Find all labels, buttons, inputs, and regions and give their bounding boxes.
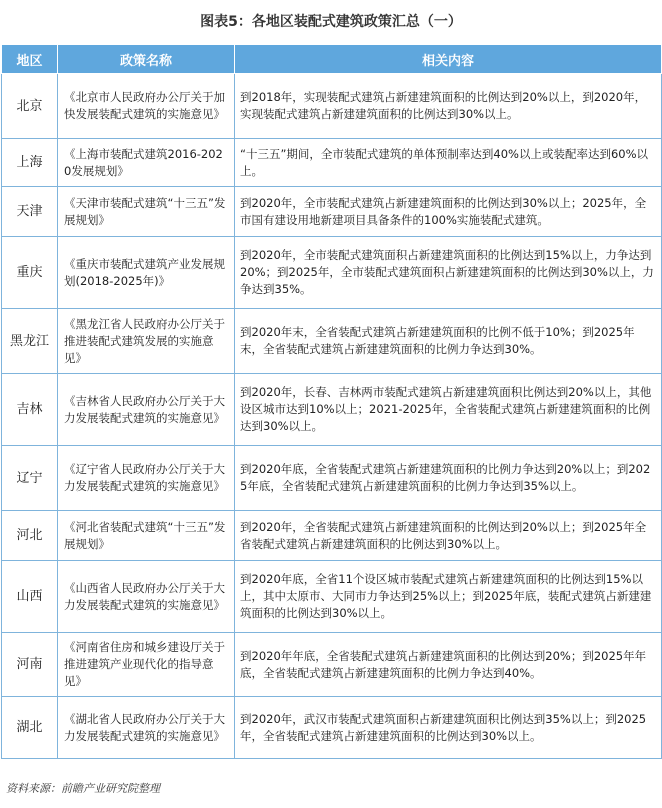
table-row bbox=[2, 309, 662, 374]
policy-name-cell: 《河北省装配式建筑“十三五”发展规划》 bbox=[58, 511, 235, 561]
content-cell: “十三五”期间，全市装配式建筑的单体预制率达到40%以上或装配率达到60%以上。 bbox=[235, 139, 662, 187]
content-cell: 到2020年末，全省装配式建筑占新建建筑面积的比例不低于10%；到2025年末，全省装配式建筑占新建建筑面积的比例力争达到30%。 bbox=[235, 309, 662, 374]
region-cell: 湖北 bbox=[2, 697, 58, 759]
table-header-row bbox=[2, 45, 662, 74]
content-cell: 到2020年，全省装配式建筑占新建建筑面积的比例达到20%以上；到2025年全省装配式建筑占新建建筑面积的比例达到30%以上。 bbox=[235, 511, 662, 561]
table-row bbox=[2, 187, 662, 237]
content-cell: 到2020年，全市装配式建筑面积占新建建筑面积的比例达到15%以上，力争达到20%；到2025年，全市装配式建筑面积占新建建筑面积的比例达到30%以上，力争达到35%。 bbox=[235, 237, 662, 309]
table-row bbox=[2, 633, 662, 697]
source-note: 资料来源：前瞻产业研究院整理 bbox=[6, 782, 160, 795]
policy-name-cell: 《湖北省人民政府办公厅关于大力发展装配式建筑的实施意见》 bbox=[58, 697, 235, 759]
region-cell: 河南 bbox=[2, 633, 58, 697]
region-cell: 黑龙江 bbox=[2, 309, 58, 374]
region-cell: 辽宁 bbox=[2, 446, 58, 511]
policy-name-cell: 《北京市人民政府办公厅关于加快发展装配式建筑的实施意见》 bbox=[58, 74, 235, 139]
header-region: 地区 bbox=[2, 45, 58, 74]
content-cell: 到2020年年底，全省装配式建筑占新建建筑面积的比例达到20%；到2025年年底，全省装配式建筑占新建建筑面积的比例力争达到40%。 bbox=[235, 633, 662, 697]
policy-table bbox=[1, 44, 662, 759]
header-policy-name: 政策名称 bbox=[58, 45, 235, 74]
table-row bbox=[2, 139, 662, 187]
region-cell: 天津 bbox=[2, 187, 58, 237]
policy-name-cell: 《山西省人民政府办公厅关于大力发展装配式建筑的实施意见》 bbox=[58, 561, 235, 633]
table-row bbox=[2, 446, 662, 511]
policy-name-cell: 《吉林省人民政府办公厅关于大力发展装配式建筑的实施意见》 bbox=[58, 374, 235, 446]
header-content: 相关内容 bbox=[235, 45, 662, 74]
table-row bbox=[2, 697, 662, 759]
table-row bbox=[2, 74, 662, 139]
policy-name-cell: 《重庆市装配式建筑产业发展规划(2018-2025年)》 bbox=[58, 237, 235, 309]
figure-title: 图表5：各地区装配式建筑政策汇总（一） bbox=[200, 14, 462, 30]
region-cell: 吉林 bbox=[2, 374, 58, 446]
region-cell: 上海 bbox=[2, 139, 58, 187]
region-cell: 重庆 bbox=[2, 237, 58, 309]
content-cell: 到2018年，实现装配式建筑占新建建筑面积的比例达到20%以上，到2020年，实现装配式建筑占新建建筑面积的比例达到30%以上。 bbox=[235, 74, 662, 139]
policy-name-cell: 《河南省住房和城乡建设厅关于推进建筑产业现代化的指导意见》 bbox=[58, 633, 235, 697]
region-cell: 北京 bbox=[2, 74, 58, 139]
table-row bbox=[2, 511, 662, 561]
policy-name-cell: 《上海市装配式建筑2016-2020发展规划》 bbox=[58, 139, 235, 187]
content-cell: 到2020年，全市装配式建筑占新建建筑面积的比例达到30%以上；2025年，全市国有建设用地新建项目具备条件的100%实施装配式建筑。 bbox=[235, 187, 662, 237]
content-cell: 到2020年底，全省11个设区城市装配式建筑占新建建筑面积的比例达到15%以上，其中太原市、大同市力争达到25%以上；到2025年底，装配式建筑占新建建筑面积的比例达到30%以上。 bbox=[235, 561, 662, 633]
content-cell: 到2020年，长春、吉林两市装配式建筑占新建建筑面积比例达到20%以上，其他设区城市达到10%以上；2021-2025年，全省装配式建筑占新建建筑面积的比例达到30%以上。 bbox=[235, 374, 662, 446]
content-cell: 到2020年，武汉市装配式建筑面积占新建建筑面积比例达到35%以上；到2025年，全省装配式建筑占新建建筑面积的比例达到30%以上。 bbox=[235, 697, 662, 759]
policy-name-cell: 《黑龙江省人民政府办公厅关于推进装配式建筑发展的实施意见》 bbox=[58, 309, 235, 374]
content-cell: 到2020年底，全省装配式建筑占新建建筑面积的比例力争达到20%以上；到2025年底，全省装配式建筑占新建建筑面积的比例力争达到35%以上。 bbox=[235, 446, 662, 511]
table-row bbox=[2, 561, 662, 633]
policy-name-cell: 《天津市装配式建筑“十三五”发展规划》 bbox=[58, 187, 235, 237]
table-row bbox=[2, 237, 662, 309]
region-cell: 山西 bbox=[2, 561, 58, 633]
region-cell: 河北 bbox=[2, 511, 58, 561]
table-row bbox=[2, 374, 662, 446]
policy-name-cell: 《辽宁省人民政府办公厅关于大力发展装配式建筑的实施意见》 bbox=[58, 446, 235, 511]
